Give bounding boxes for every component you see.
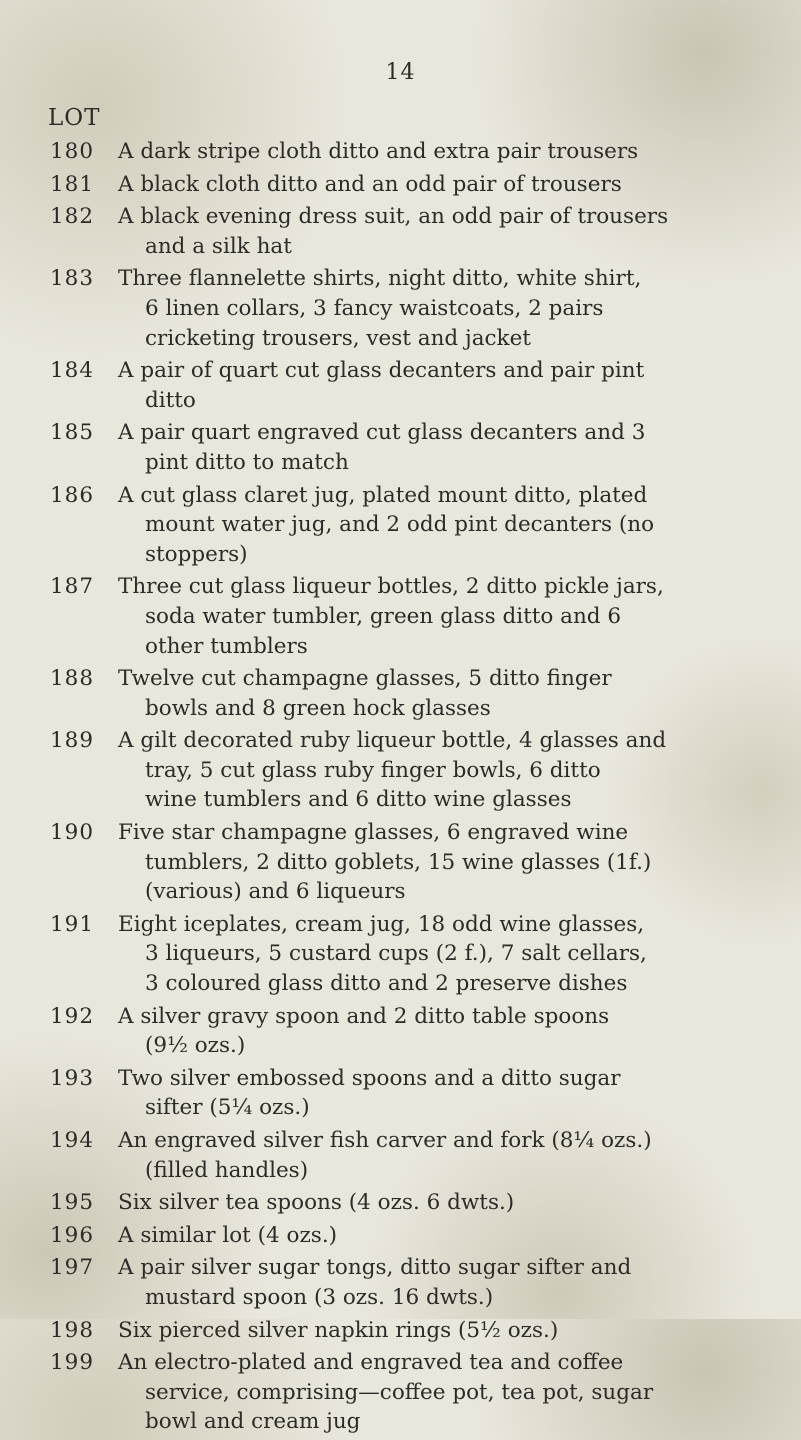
lot-description xyxy=(118,264,758,353)
lot-entry xyxy=(0,137,801,167)
lot-description xyxy=(118,1348,758,1437)
lot-entry xyxy=(0,356,801,415)
lot-description-line: (various) and 6 liqueurs xyxy=(145,879,406,905)
lot-entry xyxy=(0,726,801,815)
lot-number: 195 xyxy=(50,1190,95,1216)
lot-number: 190 xyxy=(50,820,95,846)
lot-description-line: A gilt decorated ruby liqueur bottle, 4 glasses and xyxy=(118,728,667,754)
lot-description-line: Six silver tea spoons (4 ozs. 6 dwts.) xyxy=(118,1190,515,1216)
lot-description xyxy=(118,202,758,261)
lot-entry xyxy=(0,1253,801,1312)
lot-description-line: An engraved silver fish carver and fork (8¼ ozs.) xyxy=(118,1128,652,1153)
lot-description-line: Five star champagne glasses, 6 engraved wine xyxy=(118,820,629,846)
lot-description xyxy=(118,1316,758,1346)
lot-number: 193 xyxy=(50,1065,95,1091)
lot-description-line: A pair quart engraved cut glass decanters and 3 xyxy=(118,420,646,446)
lot-number: 183 xyxy=(50,266,95,292)
lot-number: 192 xyxy=(50,1003,95,1029)
lot-description-line: ditto xyxy=(145,387,196,413)
lot-number: 184 xyxy=(50,358,95,384)
lot-number: 191 xyxy=(50,911,95,937)
lot-description-line: stoppers) xyxy=(145,541,248,567)
lot-description xyxy=(118,137,758,167)
lot-number: 185 xyxy=(50,420,95,446)
lot-entry xyxy=(0,1348,801,1437)
lot-description-line: cricketing trousers, vest and jacket xyxy=(145,325,531,351)
lot-description-line: A similar lot (4 ozs.) xyxy=(118,1222,338,1248)
page-number: 14 xyxy=(385,60,416,85)
lot-number: 182 xyxy=(50,204,95,230)
lot-description-line: A pair of quart cut glass decanters and pair pint xyxy=(118,358,645,384)
lot-description-line: 3 liqueurs, 5 custard cups (2 f.), 7 salt cellars, xyxy=(145,941,647,967)
lot-description xyxy=(118,818,758,907)
lot-description xyxy=(118,664,758,723)
lot-entry xyxy=(0,1002,801,1061)
lot-number: 194 xyxy=(50,1128,95,1153)
lot-description-line: other tumblers xyxy=(145,633,308,659)
lot-number: 181 xyxy=(50,171,95,197)
lot-number: 196 xyxy=(50,1222,95,1248)
lot-description-line: sifter (5¼ ozs.) xyxy=(145,1095,310,1121)
lot-description-line: A silver gravy spoon and 2 ditto table spoons xyxy=(118,1003,610,1029)
lot-column-header: LOT xyxy=(48,105,101,131)
lot-description xyxy=(118,1002,758,1061)
lot-description-line: and a silk hat xyxy=(145,233,292,259)
lot-description-line: Three cut glass liqueur bottles, 2 ditto pickle jars, xyxy=(118,574,664,600)
lot-entry xyxy=(0,202,801,261)
lot-description-line: Three flannelette shirts, night ditto, white shirt, xyxy=(118,266,642,292)
lot-description-line: tray, 5 cut glass ruby finger bowls, 6 ditto xyxy=(145,757,601,783)
lot-number: 186 xyxy=(50,482,95,508)
lot-description-line: A dark stripe cloth ditto and extra pair trousers xyxy=(118,139,639,164)
lot-description-line: 6 linen collars, 3 fancy waistcoats, 2 pairs xyxy=(145,295,604,321)
lot-entry xyxy=(0,572,801,661)
lot-number: 198 xyxy=(50,1317,95,1343)
lot-entry xyxy=(0,1316,801,1346)
lot-description-line: tumblers, 2 ditto goblets, 15 wine glasses (1f.) xyxy=(145,849,652,875)
lot-description xyxy=(118,1126,758,1185)
lot-entry xyxy=(0,170,801,200)
lot-number: 188 xyxy=(50,666,95,692)
lot-entry xyxy=(0,664,801,723)
lot-description xyxy=(118,356,758,415)
lot-description xyxy=(118,1221,758,1251)
lot-description-line: soda water tumbler, green glass ditto and 6 xyxy=(145,603,622,629)
lot-number: 189 xyxy=(50,728,95,754)
lot-description-line: A black cloth ditto and an odd pair of trousers xyxy=(118,171,622,197)
lot-description-line: A black evening dress suit, an odd pair of trousers xyxy=(118,204,669,230)
lot-description xyxy=(118,1188,758,1218)
lot-entry xyxy=(0,1188,801,1218)
lot-number: 197 xyxy=(50,1255,95,1281)
lot-description-line: bowl and cream jug xyxy=(145,1409,361,1435)
lot-description-line: An electro-plated and engraved tea and coffee xyxy=(118,1350,624,1376)
lot-number: 199 xyxy=(50,1350,95,1376)
lot-description-line: A cut glass claret jug, plated mount ditto, plated xyxy=(118,482,648,508)
lot-description-line: 3 coloured glass ditto and 2 preserve dishes xyxy=(145,971,628,997)
lot-description xyxy=(118,1064,758,1123)
lot-description-line: Six pierced silver napkin rings (5½ ozs.) xyxy=(118,1317,559,1343)
lot-description-line: Two silver embossed spoons and a ditto sugar xyxy=(118,1065,621,1091)
lot-description-line: pint ditto to match xyxy=(145,449,349,475)
lot-description xyxy=(118,1253,758,1312)
lot-description xyxy=(118,418,758,477)
lot-description-line: A pair silver sugar tongs, ditto sugar sifter and xyxy=(118,1255,632,1281)
lot-entry xyxy=(0,818,801,907)
lot-entry xyxy=(0,910,801,999)
lot-description xyxy=(118,170,758,200)
lot-entry xyxy=(0,1221,801,1251)
lot-description-line: bowls and 8 green hock glasses xyxy=(145,695,491,721)
lot-description xyxy=(118,481,758,570)
lot-description xyxy=(118,572,758,661)
lot-description-line: Twelve cut champagne glasses, 5 ditto finger xyxy=(118,666,612,692)
lot-list xyxy=(0,137,801,1440)
lot-description-line: (9½ ozs.) xyxy=(145,1033,246,1059)
lot-description-line: mount water jug, and 2 odd pint decanters (no xyxy=(145,512,655,538)
lot-description-line: wine tumblers and 6 ditto wine glasses xyxy=(145,787,572,813)
lot-description xyxy=(118,910,758,999)
lot-entry xyxy=(0,264,801,353)
lot-number: 187 xyxy=(50,574,95,600)
lot-description-line: Eight iceplates, cream jug, 18 odd wine glasses, xyxy=(118,911,645,937)
lot-number: 180 xyxy=(50,139,95,164)
lot-description-line: (filled handles) xyxy=(145,1157,309,1183)
lot-description xyxy=(118,726,758,815)
lot-entry xyxy=(0,1126,801,1185)
lot-description-line: mustard spoon (3 ozs. 16 dwts.) xyxy=(145,1284,494,1310)
lot-description-line: service, comprising—coffee pot, tea pot, sugar xyxy=(145,1379,654,1405)
lot-entry xyxy=(0,481,801,570)
lot-entry xyxy=(0,418,801,477)
lot-entry xyxy=(0,1064,801,1123)
